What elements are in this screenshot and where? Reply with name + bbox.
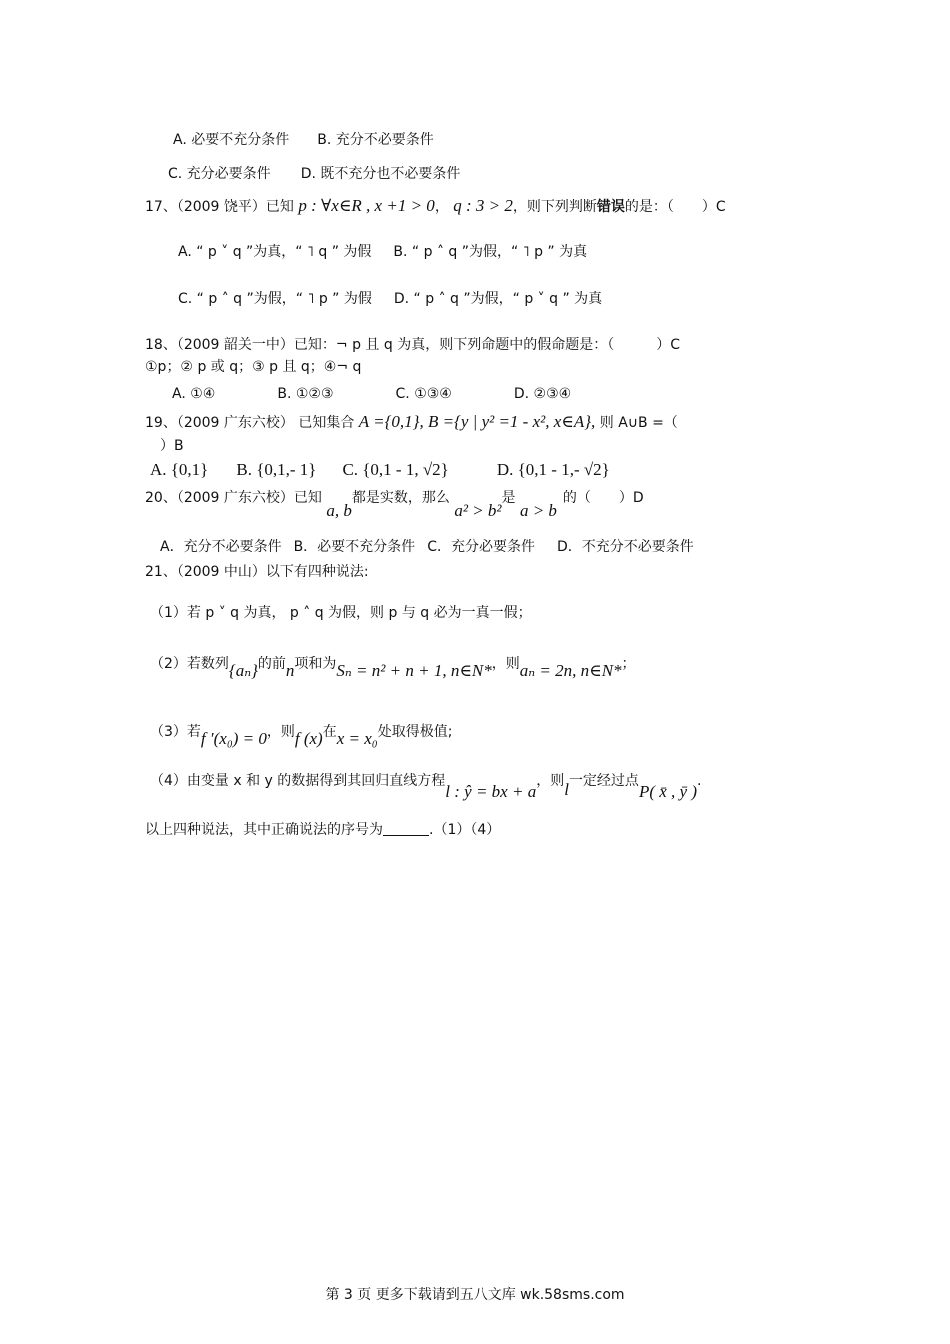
q16-option-d: D. 既不充分也不必要条件 — [300, 166, 461, 182]
q19-options — [150, 460, 610, 481]
q17-emphasis: 错误 — [596, 199, 625, 215]
q19-option-a: A. {0,1} — [150, 460, 209, 479]
q21-term-formula: aₙ = 2n, n∈N* — [519, 661, 622, 680]
q20-ab: a, b — [326, 501, 352, 520]
q17-option-c: C. “ p ˄ q ”为假，“ ˥ p ” 为假 — [178, 291, 372, 307]
q20-condition: a² > b² — [454, 501, 502, 520]
q18-option-a: A. ①④ — [172, 386, 216, 402]
q18-items: ①p；② p 或 q；③ p 且 q；④¬ q — [145, 359, 362, 375]
q21-sum-formula: Sₙ = n² + n + 1, n∈N* — [336, 661, 492, 680]
q19-stem: 19、（2009 广东六校） 已知集合 A ={0,1}, B ={y | y² =1 - x², x∈A}, 则 A∪B =（ — [145, 412, 678, 431]
q21-derivative-condition: f ′(x₀) = 0 — [200, 729, 267, 748]
q21-sequence: {aₙ} — [228, 661, 258, 680]
q20-option-c: C．充分必要条件 — [427, 539, 535, 555]
q21-statement-4: （4）由变量 x 和 y 的数据得到其回归直线方程l : ŷ = bx + a，则l一定经过点P( x̄ , ȳ ). — [150, 773, 702, 801]
q21-stem: 21、（2009 中山）以下有四种说法: — [145, 564, 369, 580]
q20-option-d: D．不充分不必要条件 — [556, 539, 694, 555]
q21-conclusion: 以上四种说法，其中正确说法的序号为 .（1）（4） — [145, 822, 501, 838]
q21-mean-point: P( x̄ , ȳ ) — [638, 782, 697, 801]
q18-stem: 18、（2009 韶关一中）已知：¬ p 且 q 为真，则下列命题中的假命题是：（ ）C — [145, 337, 680, 353]
q21-statement-1: （1）若 p ˅ q 为真， p ˄ q 为假，则 p 与 q 必为一真一假； — [150, 605, 532, 621]
q18-option-c: C. ①③④ — [395, 386, 452, 402]
q18-options — [172, 384, 571, 404]
q16-option-c: C. 充分必要条件 — [168, 166, 271, 182]
q20-option-a: A．充分不必要条件 — [160, 539, 282, 555]
q17-stem: 17、（2009 饶平）已知 p : ∀x∈R , x +1 > 0， q : 3 > 2，则下列判断错误的是：（ ）C — [145, 196, 726, 215]
q19-set-expression: A ={0,1}, B ={y | y² =1 - x², x∈A}, — [358, 412, 596, 431]
q18-option-b: B. ①②③ — [277, 386, 334, 402]
q17-options-row2 — [178, 289, 602, 309]
q19-option-d: D. {0,1 - 1,- √2} — [496, 460, 610, 479]
q18-option-d: D. ②③④ — [513, 386, 572, 402]
q21-statement-2: （2）若数列{aₙ}的前n项和为Sₙ = n² + n + 1, n∈N*，则aₙ = 2n, n∈N*； — [150, 656, 636, 680]
q19-option-b: B. {0,1,- 1} — [236, 460, 317, 479]
q17-option-d: D. “ p ˄ q ”为假，“ p ˅ q ” 为真 — [393, 291, 603, 307]
q17-options-row1 — [178, 242, 587, 262]
q17-q-statement: q : 3 > 2 — [453, 196, 513, 215]
q16-option-b: B. 充分不必要条件 — [317, 132, 434, 148]
q20-option-b: B．必要不充分条件 — [293, 539, 416, 555]
q16-options-row1 — [173, 130, 434, 150]
q17-option-b: B. “ p ˄ q ”为假，“ ˥ p ” 为真 — [393, 244, 588, 260]
q16-options-row2 — [168, 164, 460, 184]
q21-statement-3: （3）若f ′(x₀) = 0，则f (x)在x = x₀处取得极值; — [150, 724, 453, 748]
q17-p-statement: p : ∀x∈R , x +1 > 0 — [298, 196, 435, 215]
q19-answer: ）B — [160, 438, 184, 454]
q21-regression-equation: l : ŷ = bx + a — [445, 782, 537, 801]
q19-option-c: C. {0,1 - 1, √2} — [342, 460, 449, 479]
page-footer: 第 3 页 更多下载请到五八文库 wk.58sms.com — [325, 1287, 625, 1303]
q17-option-a: A. “ p ˅ q ”为真，“ ˥ q ” 为假 — [178, 244, 372, 260]
q20-stem: 20、（2009 广东六校）已知 a, b都是实数，那么 a² > b²是 a > b的（ ）D — [145, 490, 644, 520]
q20-conclusion: a > b — [519, 501, 557, 520]
answer-blank — [383, 821, 429, 836]
q20-options — [160, 537, 694, 557]
q16-option-a: A. 必要不充分条件 — [173, 132, 290, 148]
